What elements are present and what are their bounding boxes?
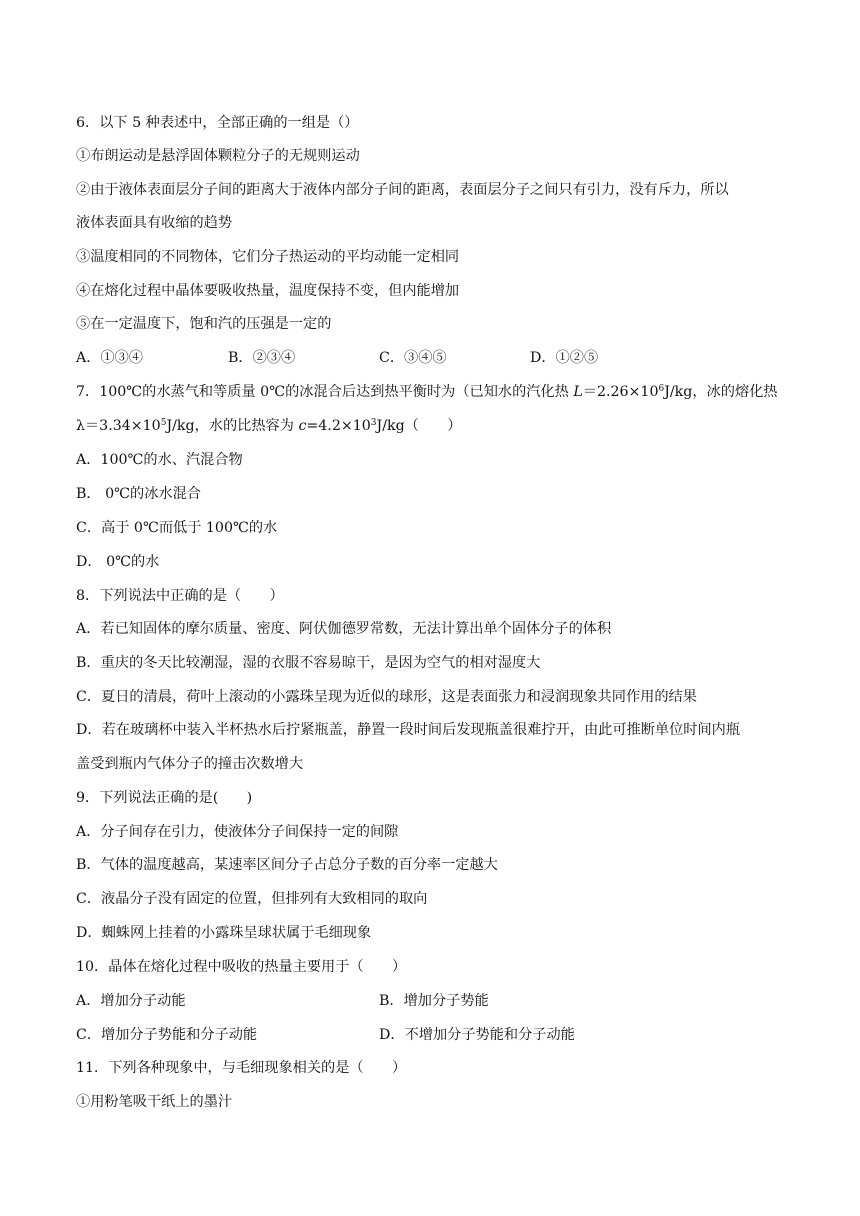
q9-option-d: D．蜘蛛网上挂着的小露珠呈球状属于毛细现象 [76, 925, 372, 941]
q7-c-exponent: 3 [370, 418, 377, 428]
q7-option-d: D． 0℃的水 [76, 554, 160, 570]
q7-lambda-value: λ＝3.34×10 [76, 418, 161, 434]
q9-option-c: C．液晶分子没有固定的位置，但排列有大致相同的取向 [76, 891, 428, 907]
q8-option-a: A．若已知固体的摩尔质量、密度、阿伏伽德罗常数，无法计算出单个固体分子的体积 [76, 621, 612, 637]
q9-option-a: A．分子间存在引力，使液体分子间保持一定的间隙 [76, 824, 399, 840]
q10-option-b: B．增加分子势能 [379, 993, 489, 1009]
q6-statement-2-cont: 液体表面具有收缩的趋势 [76, 215, 233, 231]
q8-option-d-cont: 盖受到瓶内气体分子的撞击次数增大 [76, 756, 304, 772]
q6-statement-4: ④在熔化过程中晶体要吸收热量，温度保持不变，但内能增加 [76, 283, 460, 299]
q10-option-c: C．增加分子势能和分子动能 [76, 1027, 258, 1043]
q11-stem: 11．下列各种现象中，与毛细现象相关的是（ ） [76, 1060, 407, 1076]
q6-option-a: A．①③④ [76, 350, 143, 366]
q7-var-c: c [298, 418, 307, 434]
q7-var-L: L [573, 384, 583, 400]
q6-statement-2: ②由于液体表面层分子间的距离大于液体内部分子间的距离，表面层分子之间只有引力，没有斥力，所以 [76, 182, 729, 198]
q7-c-value: =4.2×10 [306, 418, 371, 434]
q7-lambda-unit: J/kg，水的比热容为 [166, 418, 299, 434]
q6-option-d: D．①②⑤ [530, 350, 599, 366]
q7-L-unit: J/kg，冰的熔化热 [664, 384, 778, 400]
q10-option-d: D．不增加分子势能和分子动能 [379, 1027, 575, 1043]
q7-L-value: ＝2.26×10 [582, 384, 659, 400]
q8-option-b: B．重庆的冬天比较潮湿，湿的衣服不容易晾干，是因为空气的相对湿度大 [76, 655, 541, 671]
q7-c-unit: J/kg（ ） [376, 418, 462, 434]
q6-stem: 6．以下 5 种表述中，全部正确的一组是（） [76, 115, 359, 131]
q7-stem [76, 382, 778, 402]
q6-statement-3: ③温度相同的不同物体，它们分子热运动的平均动能一定相同 [76, 249, 460, 265]
q6-option-c: C．③④⑤ [379, 350, 447, 366]
q8-option-d: D．若在玻璃杯中装入半杯热水后拧紧瓶盖，静置一段时间后发现瓶盖很难拧开，由此可推断单位时间内瓶 [76, 722, 741, 738]
q10-option-a: A．增加分子动能 [76, 993, 186, 1009]
q9-stem: 9．下列说法正确的是( ) [76, 790, 253, 806]
q8-option-c: C．夏日的清晨，荷叶上滚动的小露珠呈现为近似的球形，这是表面张力和浸润现象共同作用的结果 [76, 689, 697, 705]
q8-stem: 8．下列说法中正确的是（ ） [76, 588, 284, 604]
q11-statement-1: ①用粉笔吸干纸上的墨汁 [76, 1094, 233, 1110]
q6-statement-5: ⑤在一定温度下，饱和汽的压强是一定的 [76, 316, 332, 332]
q7-option-a: A．100℃的水、汽混合物 [76, 452, 243, 468]
q7-option-c: C．高于 0℃而低于 100℃的水 [76, 520, 278, 536]
q10-stem: 10．晶体在熔化过程中吸收的热量主要用于（ ） [76, 959, 407, 975]
q7-option-b: B． 0℃的冰水混合 [76, 486, 201, 502]
q6-statement-1: ①布朗运动是悬浮固体颗粒分子的无规则运动 [76, 148, 360, 164]
q7-L-exponent: 6 [658, 384, 665, 394]
q9-option-b: B．气体的温度越高，某速率区间分子占总分子数的百分率一定越大 [76, 857, 498, 873]
q7-lambda-exponent: 5 [160, 418, 167, 428]
q6-option-b: B．②③④ [228, 350, 296, 366]
q7-stem-cont [76, 416, 461, 436]
q7-stem-text: 7．100℃的水蒸气和等质量 0℃的冰混合后达到热平衡时为（已知水的汽化热 [76, 384, 574, 400]
